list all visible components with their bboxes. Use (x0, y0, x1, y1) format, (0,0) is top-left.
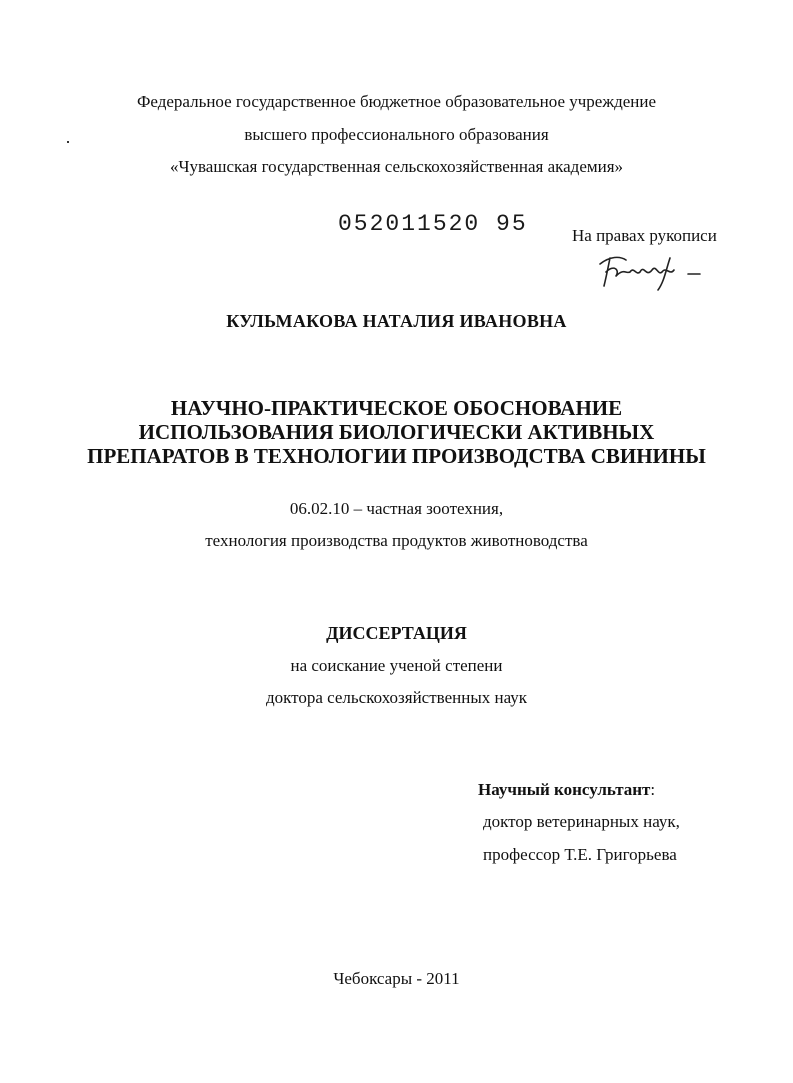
dissertation-label: ДИССЕРТАЦИЯ (326, 623, 467, 643)
institution-line-1: Федеральное государственное бюджетное образовательное учреждение (136, 92, 657, 111)
consultant-heading (478, 780, 655, 800)
institution-line-3: «Чувашская государственная сельскохозяйственная академия» (169, 157, 624, 176)
specialty-line-2: технология производства продуктов животноводства (205, 531, 588, 550)
scan-speck (67, 141, 69, 143)
consultant-name: профессор Т.Е. Григорьева (483, 845, 677, 864)
degree-line-1: на соискание ученой степени (290, 656, 503, 675)
consultant-degree: доктор ветеринарных наук, (483, 812, 680, 831)
handwritten-signature (596, 250, 706, 292)
archive-stamp-number: 052011520 95 (338, 211, 528, 237)
degree-line-2: доктора сельскохозяйственных наук (265, 688, 528, 707)
specialty-line-1: 06.02.10 – частная зоотехния, (289, 499, 504, 518)
institution-line-2: высшего профессионального образования (244, 125, 549, 144)
city-year: Чебоксары - 2011 (333, 969, 460, 988)
author-name: КУЛЬМАКОВА НАТАЛИЯ ИВАНОВНА (226, 311, 567, 331)
consultant-label: Научный консультант (478, 780, 651, 799)
title-line-1: НАУЧНО-ПРАКТИЧЕСКОЕ ОБОСНОВАНИЕ (170, 396, 623, 420)
consultant-colon: : (650, 780, 656, 799)
title-line-2: ИСПОЛЬЗОВАНИЯ БИОЛОГИЧЕСКИ АКТИВНЫХ (138, 420, 655, 444)
manuscript-rights-note: На правах рукописи (572, 226, 717, 245)
title-line-3: ПРЕПАРАТОВ В ТЕХНОЛОГИИ ПРОИЗВОДСТВА СВИНИНЫ (87, 444, 706, 468)
